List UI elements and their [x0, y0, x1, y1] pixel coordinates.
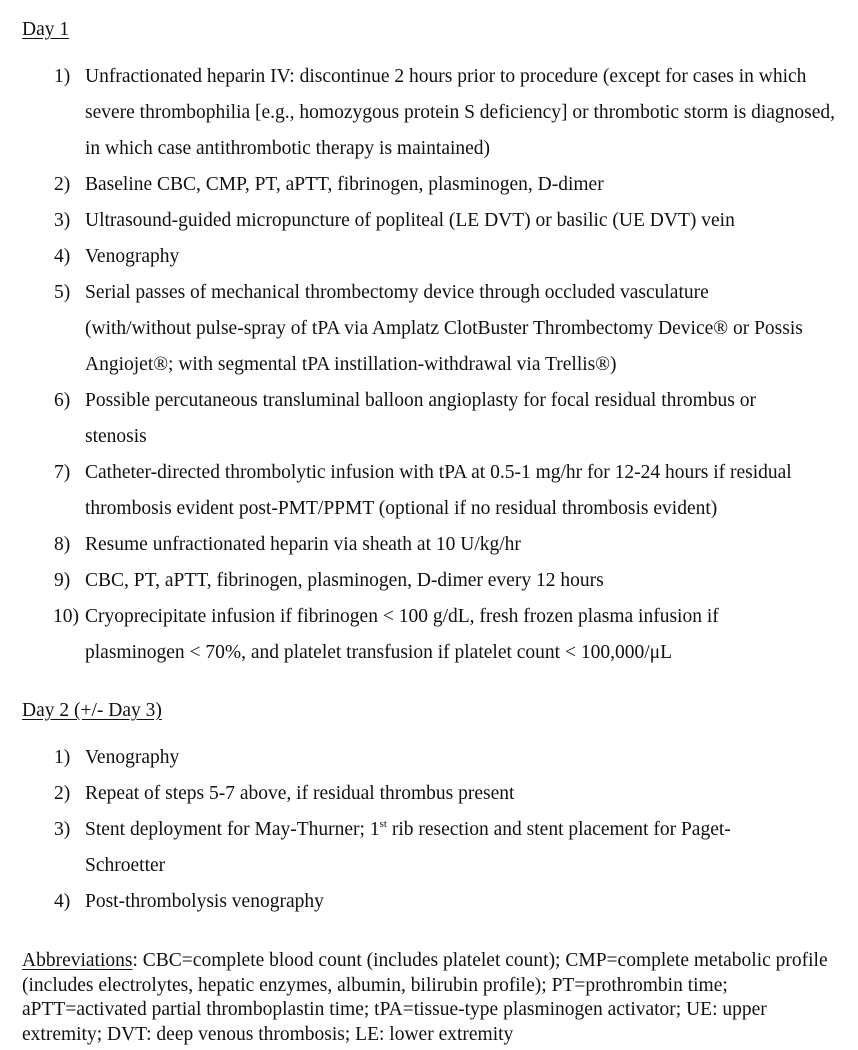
abbreviations-paragraph — [22, 949, 837, 1047]
step-text: Unfractionated heparin IV: discontinue 2 hours prior to procedure (except for cases in which severe thrombophilia [e.g., homozygous protein S deficiency] or thrombotic storm is diagnosed, in which case antithrombotic therapy is maintained) — [85, 66, 836, 159]
step-number: 8) — [54, 534, 71, 555]
day2-step-4 — [0, 884, 858, 920]
step-number: 5) — [54, 282, 71, 303]
step-text: Possible percutaneous transluminal balloon angioplasty for focal residual thrombus or stenosis — [85, 390, 756, 447]
day1-step-2 — [0, 167, 858, 203]
abbreviations-text: : CBC=complete blood count (includes platelet count); CMP=complete metabolic profile (includes electrolytes, hepatic enzymes, albumin, bilirubin profile); PT=prothrombin time; aPTT=activated partial thromboplastin time; tPA=tissue-type plasminogen activator; UE: upper extremity; DVT: deep venous thrombosis; LE: lower extremity — [22, 950, 828, 1045]
step-text-before: Stent deployment for May-Thurner; 1 — [85, 819, 380, 840]
step-text: Resume unfractionated heparin via sheath at 10 U/kg/hr — [85, 534, 521, 555]
step-number: 4) — [54, 891, 71, 912]
step-number: 10) — [53, 606, 79, 627]
day2-step-3 — [0, 812, 815, 884]
day1-step-7 — [0, 455, 858, 527]
abbreviations-label: Abbreviations — [22, 950, 133, 971]
step-text: Ultrasound-guided micropuncture of popliteal (LE DVT) or basilic (UE DVT) vein — [85, 210, 735, 231]
step-text: Post-thrombolysis venography — [85, 891, 324, 912]
day2-step-2 — [0, 776, 858, 812]
step-text: Serial passes of mechanical thrombectomy device through occluded vasculature (with/without pulse-spray of tPA via Amplatz ClotBuster Thrombectomy Device® or Possis Angiojet®; with segmental tPA instillation-withdrawal via Trellis®) — [85, 282, 803, 375]
day1-heading: Day 1 — [22, 19, 70, 40]
step-number: 1) — [54, 66, 71, 87]
step-number: 3) — [54, 210, 71, 231]
day1-step-9 — [0, 563, 858, 599]
day1-step-6 — [0, 383, 835, 455]
step-number: 2) — [54, 174, 71, 195]
step-number: 7) — [54, 462, 71, 483]
step-number: 4) — [54, 246, 71, 267]
day1-step-8 — [0, 527, 858, 563]
step-number: 1) — [54, 747, 71, 768]
step-text: Repeat of steps 5-7 above, if residual thrombus present — [85, 783, 515, 804]
step-number: 9) — [54, 570, 71, 591]
day1-step-1 — [0, 59, 858, 167]
day2-heading: Day 2 (+/- Day 3) — [22, 700, 162, 721]
step-text: Catheter-directed thrombolytic infusion with tPA at 0.5-1 mg/hr for 12-24 hours if residual thrombosis evident post-PMT/PPMT (optional if no residual thrombosis evident) — [85, 462, 792, 519]
step-text: CBC, PT, aPTT, fibrinogen, plasminogen, D-dimer every 12 hours — [85, 570, 604, 591]
day2-steps-list — [0, 740, 858, 920]
step-text-after: rib resection and stent placement for Paget-Schroetter — [85, 819, 731, 876]
step-text: Venography — [85, 747, 180, 768]
day2-step-1 — [0, 740, 858, 776]
step-number: 3) — [54, 819, 71, 840]
day1-step-5 — [0, 275, 825, 383]
day1-step-3 — [0, 203, 858, 239]
step-text: Cryoprecipitate infusion if fibrinogen < 100 g/dL, fresh frozen plasma infusion if plasminogen < 70%, and platelet transfusion if platelet count < 100,000/μL — [85, 606, 719, 663]
step-number: 6) — [54, 390, 71, 411]
step-text: Baseline CBC, CMP, PT, aPTT, fibrinogen, plasminogen, D-dimer — [85, 174, 604, 195]
day1-step-10 — [0, 599, 805, 671]
step-number: 2) — [54, 783, 71, 804]
ordinal-superscript: st — [379, 818, 387, 830]
day1-step-4 — [0, 239, 858, 275]
day1-steps-list — [0, 59, 858, 671]
step-text: Venography — [85, 246, 180, 267]
